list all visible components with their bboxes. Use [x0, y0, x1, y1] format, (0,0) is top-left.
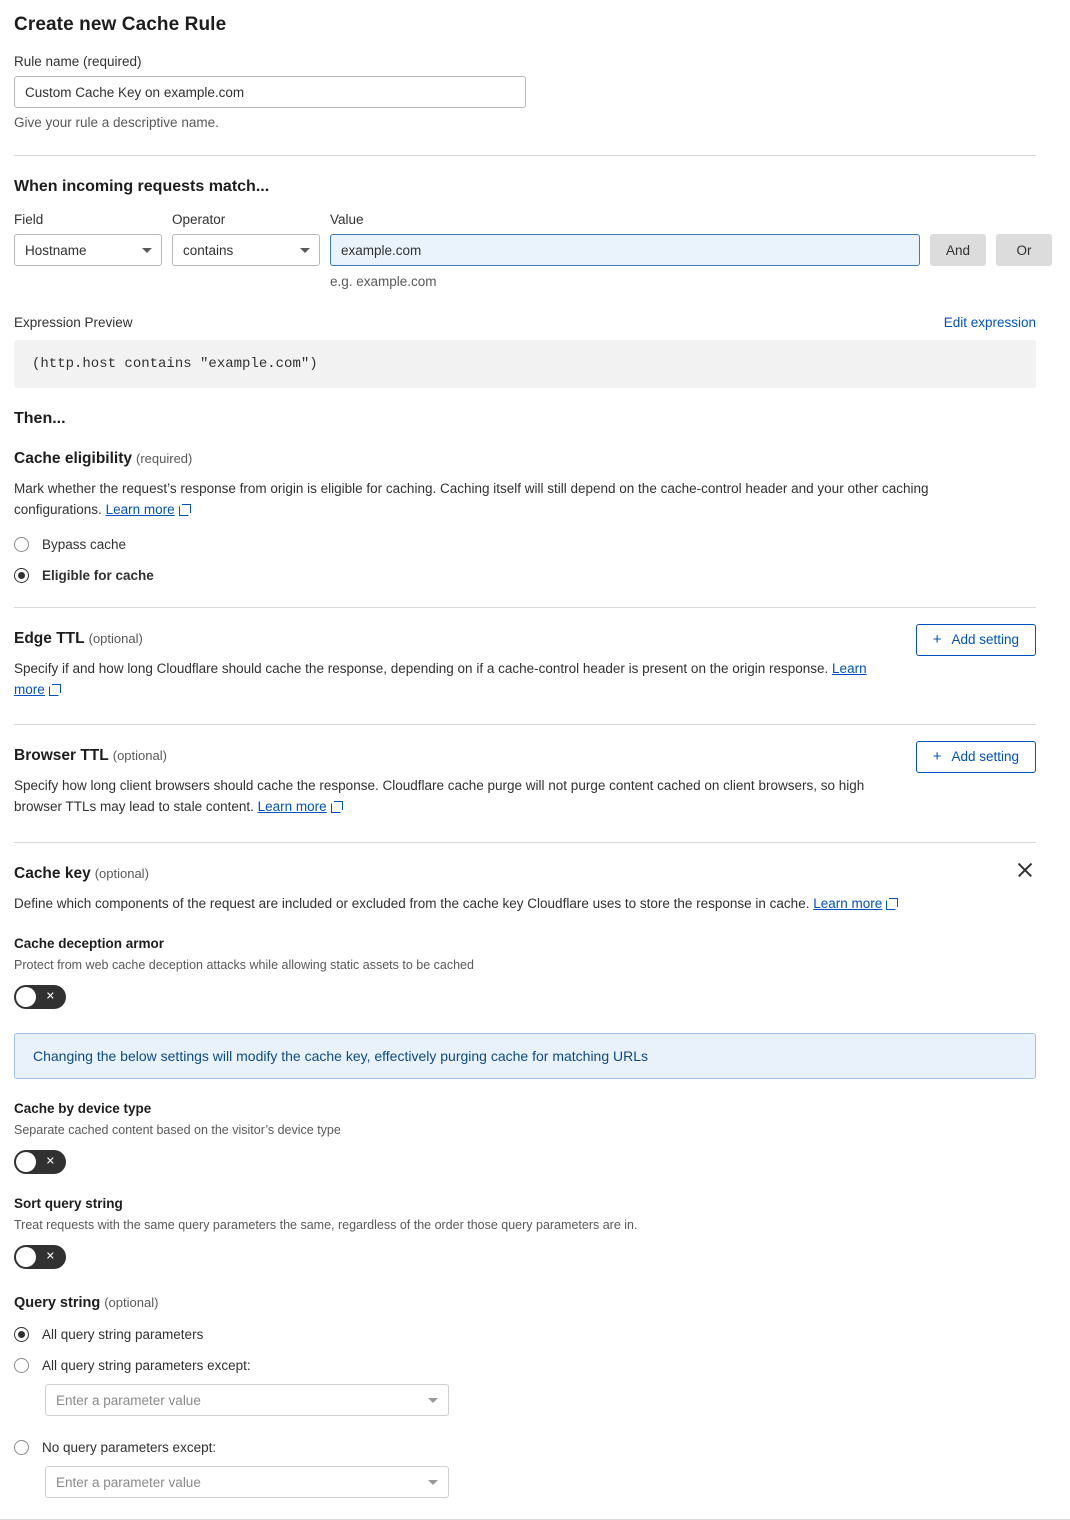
- field-column: [14, 212, 162, 266]
- value-label: Value: [330, 212, 364, 227]
- radio-no-query-parameters-except[interactable]: [14, 1440, 1036, 1455]
- radio-icon: [14, 1440, 29, 1455]
- browser-ttl-description: [14, 776, 884, 818]
- and-column: [930, 212, 986, 266]
- toggle-knob: [16, 987, 36, 1007]
- expression-header: [14, 315, 1036, 330]
- external-link-icon: [49, 684, 60, 695]
- radio-eligible-for-cache-label: Eligible for cache: [42, 567, 154, 583]
- and-spacer: [930, 212, 986, 227]
- radio-all-query-string-parameters-except[interactable]: [14, 1358, 1036, 1373]
- cache-key-description-text: Define which components of the request are included or excluded from the cache key Cloudflare uses to store the response in cache.: [14, 895, 810, 911]
- operator-select-value: contains: [183, 242, 234, 258]
- or-spacer: [996, 212, 1052, 227]
- close-icon: ✕: [45, 1155, 55, 1168]
- external-link-icon: [331, 801, 342, 812]
- operator-select[interactable]: [172, 234, 320, 266]
- external-link-icon: [886, 898, 897, 909]
- radio-bypass-cache-label: Bypass cache: [42, 536, 127, 552]
- cache-by-device-type-description: Separate cached content based on the visitor’s device type: [14, 1123, 341, 1138]
- cache-key-learn-more-link[interactable]: Learn more: [813, 895, 883, 911]
- operator-label: Operator: [172, 212, 226, 227]
- edit-expression-link[interactable]: Edit expression: [943, 315, 1036, 330]
- expression-preview-label: Expression Preview: [14, 315, 133, 330]
- rule-name-label: Rule name (required): [14, 54, 142, 69]
- expression-preview: (http.host contains "example.com"): [14, 340, 1036, 388]
- cache-key-optional-tag: (optional): [94, 865, 149, 881]
- cache-deception-armor-description: Protect from web cache deception attacks while allowing static assets to be cached: [14, 958, 474, 973]
- edge-ttl-title: Edge TTL: [14, 629, 85, 647]
- sort-query-string-description: Treat requests with the same query parameters the same, regardless of the order those query parameters are in.: [14, 1218, 638, 1233]
- radio-icon: [14, 1358, 29, 1373]
- rule-name-section: [14, 54, 1036, 130]
- then-heading: Then...: [14, 410, 66, 427]
- operator-column: [172, 212, 320, 266]
- chevron-down-icon: [142, 248, 152, 253]
- radio-all-query-string-parameters-except-label: All query string parameters except:: [42, 1358, 251, 1374]
- cache-key-info-banner: Changing the below settings will modify the cache key, effectively purging cache for matching URLs: [14, 1033, 1036, 1079]
- no-except-parameter-select[interactable]: [45, 1466, 449, 1498]
- radio-bypass-cache[interactable]: [14, 537, 1036, 552]
- edge-ttl-section: [14, 608, 1036, 701]
- plus-icon: +: [932, 631, 942, 649]
- and-button[interactable]: And: [930, 234, 986, 266]
- browser-ttl-section: [14, 725, 1036, 818]
- cache-key-section: [14, 843, 1036, 1499]
- cache-by-device-type-toggle[interactable]: [14, 1150, 66, 1174]
- radio-icon-selected: [14, 1327, 29, 1342]
- chevron-down-icon: [428, 1398, 438, 1403]
- field-label: Field: [14, 212, 44, 227]
- radio-all-query-string-parameters[interactable]: [14, 1327, 1036, 1342]
- plus-icon: +: [932, 748, 942, 766]
- edge-ttl-description: [14, 659, 894, 701]
- sort-query-string-toggle[interactable]: [14, 1245, 66, 1269]
- cache-eligibility-description-text: Mark whether the request’s response from origin is eligible for caching. Caching itself will still depend on the cache-control header and your other caching configurations.: [14, 481, 929, 517]
- match-row: [14, 212, 1036, 289]
- query-string-title: [14, 1295, 1036, 1311]
- browser-ttl-add-setting-button[interactable]: [916, 741, 1036, 773]
- value-column: [330, 212, 920, 289]
- or-button[interactable]: Or: [996, 234, 1052, 266]
- field-select-value: Hostname: [25, 242, 87, 258]
- cache-eligibility-required-tag: (required): [136, 451, 193, 466]
- cache-key-description: [14, 894, 914, 915]
- cache-eligibility-description: [14, 479, 1014, 521]
- radio-icon-selected: [14, 568, 29, 583]
- close-icon: ✕: [45, 1250, 55, 1263]
- rule-name-help: Give your rule a descriptive name.: [14, 115, 219, 130]
- chevron-down-icon: [300, 248, 310, 253]
- chevron-down-icon: [428, 1480, 438, 1485]
- cache-by-device-type-label: Cache by device type: [14, 1101, 152, 1117]
- browser-ttl-add-setting-label: Add setting: [951, 749, 1019, 765]
- edge-ttl-description-text: Specify if and how long Cloudflare should cache the response, depending on if a cache-control header is present on the origin response.: [14, 660, 829, 676]
- value-input[interactable]: [330, 234, 920, 266]
- toggle-knob: [16, 1247, 36, 1267]
- divider: [14, 155, 1036, 156]
- query-string-title-text: Query string: [14, 1295, 101, 1312]
- cache-deception-armor-label: Cache deception armor: [14, 936, 165, 952]
- field-select[interactable]: [14, 234, 162, 266]
- browser-ttl-description-text: Specify how long client browsers should cache the response. Cloudflare cache purge will not purge content cached on client browsers, so high browser TTLs may lead to stale content.: [14, 777, 865, 814]
- radio-all-query-string-parameters-label: All query string parameters: [42, 1327, 204, 1343]
- all-except-parameter-select[interactable]: [45, 1384, 449, 1416]
- radio-no-query-parameters-except-label: No query parameters except:: [42, 1440, 217, 1456]
- all-except-parameter-placeholder: Enter a parameter value: [56, 1392, 201, 1408]
- close-icon[interactable]: [1016, 861, 1034, 879]
- cache-eligibility-title: Cache eligibility: [14, 450, 133, 467]
- browser-ttl-title: Browser TTL: [14, 746, 109, 764]
- browser-ttl-optional-tag: (optional): [112, 747, 167, 763]
- external-link-icon: [179, 504, 190, 515]
- close-icon: ✕: [45, 990, 55, 1003]
- radio-eligible-for-cache[interactable]: [14, 568, 1036, 583]
- cache-deception-armor-toggle[interactable]: [14, 985, 66, 1009]
- value-hint: e.g. example.com: [330, 274, 437, 289]
- browser-ttl-learn-more-link[interactable]: Learn more: [257, 798, 327, 814]
- edge-ttl-optional-tag: (optional): [88, 630, 143, 646]
- edge-ttl-add-setting-label: Add setting: [951, 632, 1019, 648]
- sort-query-string-label: Sort query string: [14, 1196, 123, 1212]
- toggle-knob: [16, 1152, 36, 1172]
- radio-icon: [14, 537, 29, 552]
- or-column: [996, 212, 1052, 266]
- match-heading: When incoming requests match...: [14, 178, 270, 195]
- rule-name-input[interactable]: [14, 76, 526, 108]
- query-string-optional-tag: (optional): [104, 1295, 159, 1311]
- edge-ttl-learn-more-link[interactable]: Learn more: [14, 660, 867, 697]
- no-except-parameter-placeholder: Enter a parameter value: [56, 1474, 201, 1490]
- edge-ttl-add-setting-button[interactable]: [916, 624, 1036, 656]
- cache-eligibility-learn-more-link[interactable]: Learn more: [105, 501, 175, 517]
- cache-eligibility-section: [14, 450, 1036, 583]
- page-title: Create new Cache Rule: [14, 14, 227, 35]
- cache-key-title: Cache key: [14, 864, 91, 882]
